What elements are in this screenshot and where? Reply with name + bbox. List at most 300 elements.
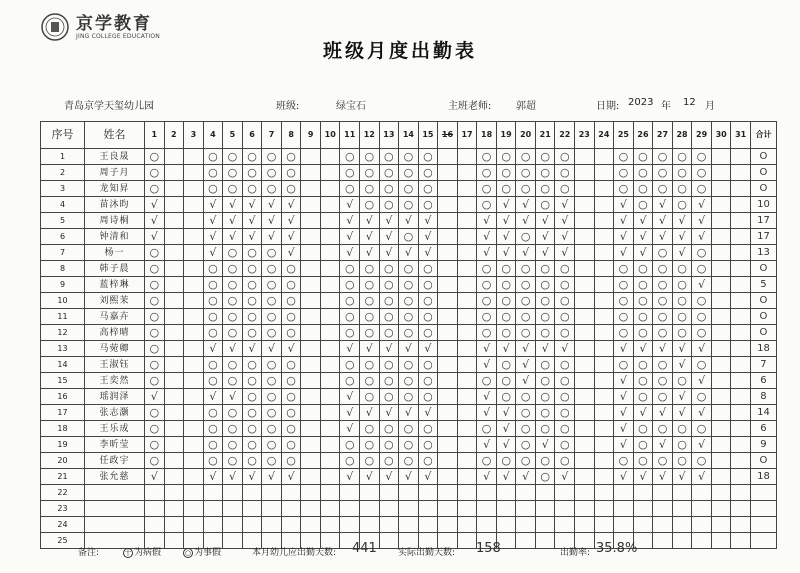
attendance-cell: √ — [340, 405, 360, 421]
attendance-cell: ○ — [516, 181, 536, 197]
attendance-cell: √ — [653, 213, 673, 229]
attendance-cell: ○ — [360, 389, 380, 405]
attendance-cell: √ — [281, 245, 301, 261]
attendance-cell — [301, 293, 321, 309]
attendance-cell: √ — [496, 469, 516, 485]
row-total — [750, 501, 776, 517]
attendance-cell: ○ — [379, 181, 399, 197]
attendance-cell: ○ — [145, 405, 165, 421]
attendance-cell: √ — [633, 229, 653, 245]
attendance-cell — [692, 517, 712, 533]
attendance-cell: ○ — [203, 277, 223, 293]
attendance-cell: √ — [653, 405, 673, 421]
attendance-cell: ○ — [223, 437, 243, 453]
row-index: 10 — [41, 293, 85, 309]
attendance-cell — [614, 517, 634, 533]
attendance-cell — [320, 181, 340, 197]
row-total: O — [750, 181, 776, 197]
school-name: 青岛京学天玺幼儿园 — [64, 101, 154, 112]
attendance-cell — [301, 229, 321, 245]
attendance-cell — [379, 485, 399, 501]
attendance-cell: ○ — [360, 421, 380, 437]
student-name: 张允慈 — [85, 469, 145, 485]
attendance-cell: ○ — [399, 373, 419, 389]
day-header: 12 — [360, 122, 380, 149]
attendance-cell: ○ — [633, 261, 653, 277]
attendance-cell — [731, 357, 751, 373]
attendance-cell — [242, 501, 262, 517]
attendance-cell — [594, 373, 614, 389]
attendance-cell: ○ — [477, 165, 497, 181]
attendance-cell: ○ — [555, 453, 575, 469]
attendance-cell: ○ — [203, 373, 223, 389]
attendance-cell: √ — [633, 341, 653, 357]
attendance-cell: ○ — [262, 373, 282, 389]
attendance-cell: ○ — [633, 293, 653, 309]
attendance-cell: ○ — [262, 261, 282, 277]
attendance-cell — [203, 485, 223, 501]
attendance-cell: √ — [477, 389, 497, 405]
table-row — [41, 245, 777, 261]
attendance-cell: ○ — [145, 341, 165, 357]
attendance-cell: ○ — [496, 181, 516, 197]
attendance-cell: √ — [555, 469, 575, 485]
attendance-cell: ○ — [379, 197, 399, 213]
attendance-cell: ○ — [496, 165, 516, 181]
attendance-cell — [301, 341, 321, 357]
attendance-cell — [555, 517, 575, 533]
attendance-cell — [711, 229, 731, 245]
attendance-cell — [711, 373, 731, 389]
table-row — [41, 229, 777, 245]
attendance-cell — [320, 485, 340, 501]
attendance-cell: ○ — [555, 405, 575, 421]
attendance-cell: √ — [379, 245, 399, 261]
attendance-cell: ○ — [516, 453, 536, 469]
attendance-cell: √ — [242, 469, 262, 485]
attendance-cell: ○ — [262, 277, 282, 293]
attendance-cell: ○ — [340, 309, 360, 325]
attendance-cell: ○ — [379, 389, 399, 405]
attendance-cell: ○ — [555, 293, 575, 309]
attendance-cell: √ — [418, 245, 438, 261]
attendance-cell: ○ — [145, 357, 165, 373]
attendance-cell: ○ — [223, 181, 243, 197]
sick-symbol: 十 — [124, 549, 132, 557]
attendance-cell: ○ — [535, 373, 555, 389]
attendance-cell: ○ — [692, 181, 712, 197]
attendance-cell: ○ — [418, 421, 438, 437]
attendance-cell — [438, 149, 458, 165]
attendance-cell: √ — [360, 213, 380, 229]
attendance-cell — [301, 181, 321, 197]
attendance-cell — [320, 261, 340, 277]
table-row — [41, 501, 777, 517]
attendance-cell: √ — [399, 213, 419, 229]
attendance-cell: ○ — [399, 421, 419, 437]
attendance-cell: √ — [262, 469, 282, 485]
attendance-cell — [184, 293, 204, 309]
attendance-cell: √ — [692, 277, 712, 293]
attendance-cell — [575, 325, 595, 341]
attendance-cell: ○ — [633, 309, 653, 325]
row-total: O — [750, 453, 776, 469]
attendance-cell: √ — [340, 341, 360, 357]
attendance-cell — [457, 229, 477, 245]
day-header: 17 — [457, 122, 477, 149]
attendance-cell: ○ — [477, 325, 497, 341]
attendance-cell — [184, 309, 204, 325]
attendance-cell — [731, 373, 751, 389]
attendance-cell: ○ — [672, 421, 692, 437]
personal-legend — [183, 545, 221, 558]
attendance-cell: √ — [614, 389, 634, 405]
attendance-cell: ○ — [242, 245, 262, 261]
attendance-cell: ○ — [379, 261, 399, 277]
attendance-cell: √ — [496, 229, 516, 245]
attendance-cell: √ — [496, 245, 516, 261]
attendance-cell: ○ — [672, 277, 692, 293]
attendance-cell: ○ — [223, 165, 243, 181]
attendance-cell — [653, 517, 673, 533]
attendance-cell — [594, 325, 614, 341]
attendance-cell: ○ — [281, 181, 301, 197]
attendance-cell — [477, 517, 497, 533]
attendance-cell: ○ — [555, 357, 575, 373]
attendance-cell — [223, 485, 243, 501]
attendance-cell — [438, 309, 458, 325]
attendance-cell: √ — [360, 341, 380, 357]
attendance-cell: ○ — [360, 165, 380, 181]
attendance-cell: ○ — [516, 293, 536, 309]
attendance-cell — [496, 517, 516, 533]
attendance-cell — [457, 165, 477, 181]
attendance-cell — [320, 245, 340, 261]
row-total: 8 — [750, 389, 776, 405]
class-label: 班级: — [276, 101, 300, 112]
attendance-cell — [711, 325, 731, 341]
attendance-cell: ○ — [262, 245, 282, 261]
attendance-cell — [438, 165, 458, 181]
attendance-cell — [360, 485, 380, 501]
attendance-cell: ○ — [340, 181, 360, 197]
attendance-cell: ○ — [360, 357, 380, 373]
attendance-cell: √ — [379, 213, 399, 229]
attendance-cell — [594, 357, 614, 373]
attendance-cell — [203, 517, 223, 533]
attendance-cell — [633, 517, 653, 533]
attendance-cell — [184, 197, 204, 213]
attendance-cell: √ — [203, 229, 223, 245]
table-row — [41, 149, 777, 165]
attendance-cell — [184, 517, 204, 533]
expected-days-value: 441 — [352, 541, 377, 556]
attendance-cell — [301, 437, 321, 453]
attendance-cell: √ — [672, 405, 692, 421]
attendance-cell — [301, 421, 321, 437]
attendance-cell: √ — [340, 389, 360, 405]
attendance-cell: √ — [672, 341, 692, 357]
attendance-cell: √ — [477, 245, 497, 261]
attendance-cell: ○ — [242, 357, 262, 373]
attendance-cell: ○ — [418, 149, 438, 165]
attendance-cell: ○ — [281, 277, 301, 293]
attendance-cell — [320, 341, 340, 357]
attendance-cell — [575, 229, 595, 245]
attendance-cell: ○ — [281, 309, 301, 325]
attendance-cell: ○ — [653, 261, 673, 277]
attendance-cell: √ — [145, 197, 165, 213]
attendance-cell — [438, 325, 458, 341]
day-header: 18 — [477, 122, 497, 149]
row-index: 13 — [41, 341, 85, 357]
attendance-cell: √ — [516, 373, 536, 389]
attendance-cell: ○ — [653, 373, 673, 389]
attendance-cell — [184, 325, 204, 341]
attendance-cell — [320, 421, 340, 437]
attendance-cell: ○ — [516, 421, 536, 437]
expected-days-label: 本月幼儿应出勤天数: — [252, 548, 337, 558]
attendance-cell — [711, 389, 731, 405]
attendance-cell — [399, 485, 419, 501]
attendance-cell: √ — [653, 229, 673, 245]
attendance-cell: ○ — [399, 149, 419, 165]
attendance-cell: √ — [418, 469, 438, 485]
attendance-cell: ○ — [496, 293, 516, 309]
attendance-cell — [457, 485, 477, 501]
day-header: 24 — [594, 122, 614, 149]
attendance-cell — [457, 325, 477, 341]
attendance-cell — [457, 437, 477, 453]
attendance-cell: √ — [672, 245, 692, 261]
attendance-cell — [711, 309, 731, 325]
attendance-cell: √ — [203, 197, 223, 213]
attendance-cell: ○ — [672, 261, 692, 277]
attendance-cell: ○ — [516, 149, 536, 165]
attendance-cell: ○ — [281, 421, 301, 437]
attendance-cell: √ — [223, 469, 243, 485]
attendance-cell: ○ — [242, 181, 262, 197]
attendance-cell: √ — [203, 389, 223, 405]
student-name: 王淑钰 — [85, 357, 145, 373]
attendance-cell — [184, 149, 204, 165]
attendance-cell: √ — [379, 405, 399, 421]
attendance-cell — [438, 213, 458, 229]
day-header: 30 — [711, 122, 731, 149]
attendance-cell — [164, 181, 184, 197]
attendance-cell: √ — [360, 405, 380, 421]
attendance-cell: ○ — [399, 197, 419, 213]
attendance-cell: ○ — [633, 197, 653, 213]
row-index: 16 — [41, 389, 85, 405]
attendance-cell — [575, 373, 595, 389]
attendance-cell: ○ — [633, 453, 653, 469]
attendance-cell: √ — [418, 229, 438, 245]
attendance-cell — [731, 309, 751, 325]
attendance-cell: ○ — [614, 181, 634, 197]
attendance-cell — [438, 517, 458, 533]
attendance-cell: ○ — [633, 421, 653, 437]
attendance-cell — [516, 517, 536, 533]
attendance-cell — [184, 421, 204, 437]
attendance-cell — [164, 517, 184, 533]
attendance-cell — [301, 245, 321, 261]
row-index: 18 — [41, 421, 85, 437]
attendance-cell: ○ — [692, 261, 712, 277]
attendance-cell: ○ — [223, 325, 243, 341]
attendance-cell — [594, 149, 614, 165]
attendance-cell — [418, 517, 438, 533]
attendance-cell: ○ — [535, 277, 555, 293]
day-header: 31 — [731, 122, 751, 149]
row-total: 18 — [750, 469, 776, 485]
student-name: 高梓晴 — [85, 325, 145, 341]
row-total: O — [750, 165, 776, 181]
attendance-cell: ○ — [535, 181, 555, 197]
row-total — [750, 517, 776, 533]
attendance-cell — [711, 421, 731, 437]
attendance-cell: ○ — [145, 325, 165, 341]
attendance-cell: ○ — [223, 245, 243, 261]
attendance-cell — [575, 245, 595, 261]
attendance-cell — [477, 485, 497, 501]
student-name: 周子月 — [85, 165, 145, 181]
attendance-cell: √ — [223, 229, 243, 245]
attendance-cell: ○ — [535, 293, 555, 309]
day-header: 29 — [692, 122, 712, 149]
attendance-cell — [438, 277, 458, 293]
attendance-cell: ○ — [418, 453, 438, 469]
attendance-cell: ○ — [633, 165, 653, 181]
day-header: 2 — [164, 122, 184, 149]
attendance-cell: ○ — [692, 149, 712, 165]
attendance-cell — [184, 261, 204, 277]
table-row — [41, 373, 777, 389]
attendance-cell — [301, 405, 321, 421]
attendance-cell — [418, 485, 438, 501]
attendance-cell: √ — [360, 229, 380, 245]
attendance-cell: ○ — [633, 277, 653, 293]
attendance-cell: √ — [262, 341, 282, 357]
attendance-cell — [438, 261, 458, 277]
attendance-cell: ○ — [672, 373, 692, 389]
attendance-cell — [731, 485, 751, 501]
actual-days-value: 158 — [476, 541, 501, 556]
date-month-unit: 月 — [705, 101, 715, 112]
attendance-cell — [575, 501, 595, 517]
date-year: 2023 — [628, 97, 654, 108]
attendance-cell — [711, 165, 731, 181]
attendance-cell: √ — [262, 197, 282, 213]
brand-name: 京学教育 — [76, 13, 152, 34]
row-total: 5 — [750, 277, 776, 293]
attendance-cell — [457, 405, 477, 421]
attendance-cell: ○ — [242, 149, 262, 165]
attendance-cell — [340, 485, 360, 501]
row-total: 9 — [750, 437, 776, 453]
attendance-cell: ○ — [262, 453, 282, 469]
attendance-cell — [594, 213, 614, 229]
attendance-cell — [711, 341, 731, 357]
row-total: 6 — [750, 373, 776, 389]
attendance-cell — [731, 293, 751, 309]
attendance-cell: √ — [223, 389, 243, 405]
attendance-cell: √ — [672, 469, 692, 485]
attendance-cell: ○ — [223, 453, 243, 469]
attendance-cell — [711, 485, 731, 501]
attendance-cell: ○ — [399, 309, 419, 325]
attendance-cell — [692, 501, 712, 517]
attendance-cell: ○ — [535, 325, 555, 341]
attendance-cell — [320, 517, 340, 533]
attendance-cell — [164, 373, 184, 389]
attendance-cell: ○ — [203, 165, 223, 181]
attendance-cell — [242, 485, 262, 501]
attendance-cell: √ — [555, 229, 575, 245]
attendance-cell: ○ — [145, 293, 165, 309]
attendance-cell: √ — [614, 421, 634, 437]
attendance-cell: ○ — [614, 277, 634, 293]
attendance-cell: √ — [496, 197, 516, 213]
attendance-cell — [731, 165, 751, 181]
attendance-cell: ○ — [672, 325, 692, 341]
row-total: 13 — [750, 245, 776, 261]
attendance-cell — [731, 469, 751, 485]
attendance-cell: ○ — [262, 149, 282, 165]
attendance-cell — [164, 165, 184, 181]
attendance-cell — [320, 277, 340, 293]
attendance-cell: √ — [496, 437, 516, 453]
attendance-cell — [301, 469, 321, 485]
attendance-cell — [594, 517, 614, 533]
attendance-cell — [418, 501, 438, 517]
attendance-cell — [184, 245, 204, 261]
attendance-cell — [360, 517, 380, 533]
attendance-cell: ○ — [418, 261, 438, 277]
col-name-header: 姓名 — [85, 122, 145, 149]
attendance-cell: ○ — [262, 325, 282, 341]
attendance-cell: ○ — [242, 453, 262, 469]
attendance-cell: ○ — [360, 149, 380, 165]
attendance-cell: ○ — [262, 405, 282, 421]
attendance-cell — [575, 293, 595, 309]
attendance-cell: ○ — [418, 181, 438, 197]
attendance-cell: √ — [360, 469, 380, 485]
attendance-cell: ○ — [418, 357, 438, 373]
attendance-cell: √ — [672, 357, 692, 373]
attendance-cell: ○ — [223, 421, 243, 437]
attendance-cell — [575, 453, 595, 469]
attendance-cell — [496, 501, 516, 517]
attendance-cell — [184, 373, 204, 389]
attendance-cell — [594, 197, 614, 213]
attendance-cell — [320, 309, 340, 325]
attendance-cell: ○ — [653, 389, 673, 405]
attendance-cell — [262, 501, 282, 517]
attendance-cell — [711, 501, 731, 517]
student-name: 杨一 — [85, 245, 145, 261]
attendance-cell — [301, 453, 321, 469]
attendance-cell — [457, 501, 477, 517]
attendance-cell: ○ — [653, 453, 673, 469]
attendance-cell — [672, 501, 692, 517]
attendance-cell: √ — [203, 245, 223, 261]
attendance-cell: ○ — [633, 149, 653, 165]
student-name: 张志灏 — [85, 405, 145, 421]
attendance-cell — [438, 293, 458, 309]
attendance-cell — [731, 405, 751, 421]
attendance-cell: ○ — [496, 309, 516, 325]
